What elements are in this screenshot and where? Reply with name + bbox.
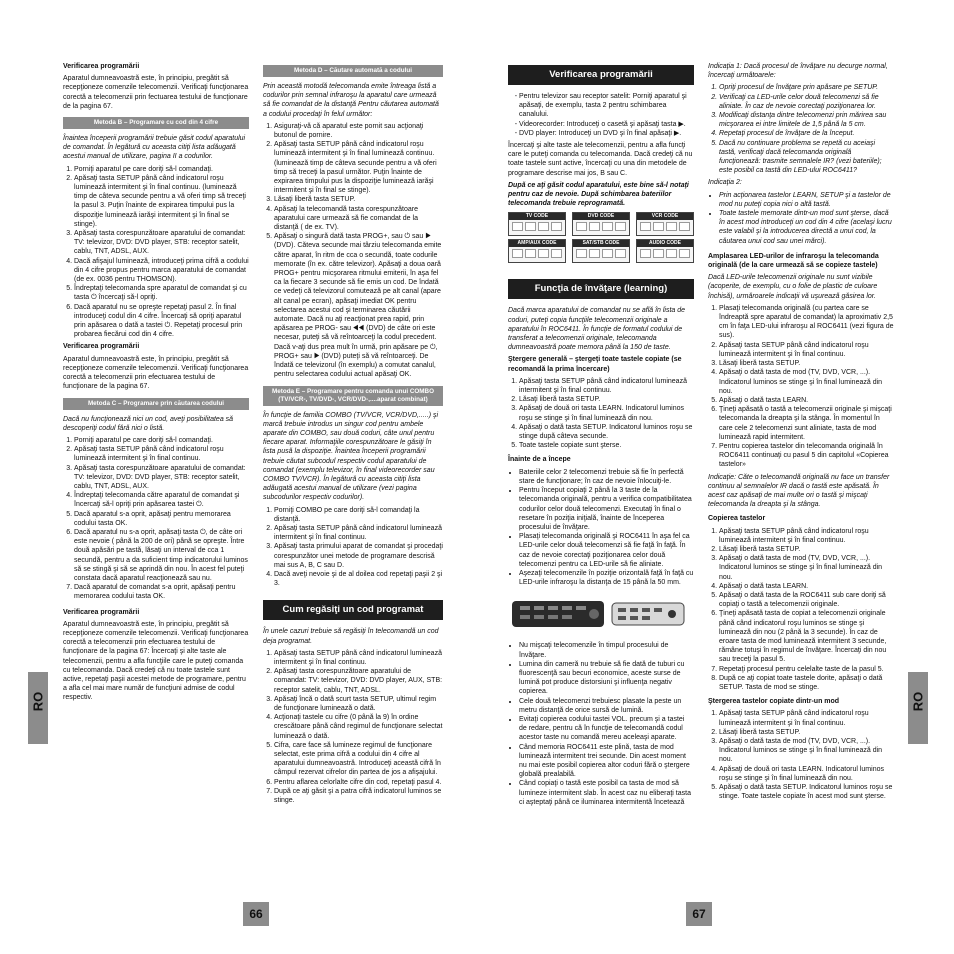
remote-illustration — [508, 593, 694, 635]
remotes-facing-icon — [508, 593, 688, 635]
list-item: 6. Pentru aflarea celorlalte cifre din cod, repetaţi pasul 4. — [274, 778, 443, 787]
list-item: • Plasaţi telecomanda originală şi ROC6411 în aşa fel ca LED-urile celor două telecomenzi să fie faţă în faţă. În caz de nevoie corectaţi poziţionarea celor două telecomenzi pentru ca LED-urile să fie aliniate. — [519, 532, 694, 569]
list-item: 5. Apăsaţi o dată tasta SETUP. Indicatorul luminos roşu se stinge. Toate tastele copiate în acest mod sunt şterse. — [719, 783, 894, 801]
section-band: Funcţia de învăţare (learning) — [508, 279, 694, 299]
list-item: 2. Lăsaţi liberă tasta SETUP. — [519, 395, 694, 404]
code-box — [636, 212, 694, 236]
list-item: 6. Dacă aparatul nu se opreşte repetaţi pasul 2. În final introduceţi codul din 4 cifre. Încercaţi să opriţi aparatul prin apăsarea o dată a tastei ⏻. Repetaţi procesul prin probarea fiecărui cod din 4 cifre. — [74, 303, 249, 340]
paragraph: Indicaţia 1: Dacă procesul de învăţare nu decurge normal, încercaţi următoarele: — [708, 63, 888, 80]
code-box — [572, 239, 630, 263]
code-label: VCR CODE — [637, 213, 693, 220]
page-number-left: 66 — [243, 902, 269, 926]
list-item: 4. Apăsaţi o dată tasta LEARN. — [719, 582, 894, 591]
column-3 — [508, 65, 694, 810]
list-item: 6. Ţineţi apăsată tasta de copiat a telecomenzii originale până când indicatorul roşu luminos se stinge şi luminează din nou (2 până la 3 secunde). În caz de eroare tasta de mod luminează intermitent 3 secunde, rămâne totuşi în regimul de învăţare. Încercaţi din nou sau treceţi la pasul 5. — [719, 609, 894, 664]
steps-list — [508, 377, 694, 451]
bullet-list — [508, 641, 694, 807]
list-item: 4. Repetaţi procesul de învăţare de la început. — [719, 129, 894, 138]
code-label: DVD CODE — [573, 213, 629, 220]
list-item: • Pentru început copiaţi 2 până la 3 taste de la telecomanda originală, pentru a verifica compatibilitatea codurilor celor două telecomenzi. Executaţi în final o resetare în poziţia iniţială, înainte de începerea procesului de învăţare. — [519, 486, 694, 532]
page-number-right: 67 — [686, 902, 712, 926]
code-box — [508, 212, 566, 236]
list-item: 3. Apăsaţi tasta corespunzătoare aparatului de comandat: TV: televizor, DVD: DVD player, STB: receptor satelit, cablu, TNT, ADSL, AUX. — [74, 229, 249, 257]
list-item: 2. Apăsaţi tasta SETUP până când indicatorul roşu luminează intermitent şi în final luminează continuu. (luminează timp de câteva secunde pentru a vă oferi timp să treceţi la pasul următor. Puţin înainte de expirarea timpului pus la dispoziţie luminează iarăşi intermitent şi în final se stinge). — [274, 140, 443, 195]
steps-list — [708, 83, 894, 175]
list-item: 1. Plasaţi telecomanda originală (cu partea care se îndreaptă spre aparatul de comandat) la aproximativ 2,5 cm în faţa LED-ului infraroşu al ROC6411 (vezi figura de sus). — [719, 304, 894, 341]
paragraph: Aparatul dumneavoastră este, în principiu, pregătit să recepţioneze comenzile telecomenzii. Verificaţi funcţionarea corectă a telecomenzii prin efectuarea testului de funcţionare de la pagina 67: Încercaţi şi alte taste ale telecomenzii, pentru a afla funcţiile care le puteţi comanda cu telecomanda. Dacă credeţi că nu toate tastele sunt active, repetaţi paşii acestei metode de programare, pentru a afla cel mai mare număr de funcţiuni admise de codul respectiv. — [63, 620, 249, 702]
paragraph: Dacă LED-urile telecomenzii originale nu sunt vizibile (acoperite, de exemplu, cu o folie de plastic de culoare închisă), urmăroarele indicaţii vă uşurează găsirea lor. — [708, 274, 878, 300]
steps-list — [508, 92, 694, 138]
code-label: TV CODE — [509, 213, 565, 220]
language-tab-label: RO — [30, 691, 46, 712]
list-item: • Cele două telecomenzi trebuiesc plasate la peste un metru distanţă de orice sursă de lumină. — [519, 697, 694, 715]
section-title: Verificarea programării — [63, 343, 140, 351]
list-item: 2. Apăsaţi tasta corespunzătoare aparatului de comandat: TV: televizor, DVD: DVD player, AUX, STB: receptor satelit, cablu, TNT, ADSL. — [274, 667, 443, 695]
column-1 — [63, 62, 249, 706]
list-item: 3. Apăsaţi o dată tasta de mod (TV, DVD, VCR, ...). Indicatorul luminos se stinge şi în final luminează din nou. — [719, 737, 894, 765]
note: Indicaţie: Căte o telecomandă originală nu face un transfer continuu al semnalelor IR dacă o tastă este apăsată. În acest caz apăsaţi de mai multe ori o tastă şi mişcaţi telecomanda la dreapta şi la stânga. — [708, 473, 890, 509]
list-item: 4. Îndreptaţi telecomanda către aparatul de comandat şi încercaţi să-l opriţi prin apăsarea tastei ⏻. — [74, 491, 249, 509]
paragraph: Aparatul dumneavoastră este, în principiu, pregătit să recepţioneze comenzile telecomenzii. Verificaţi funcţionarea corectă a telecomenzii prin efectuarea testului de funcţionare de la pagina 67. — [63, 355, 249, 391]
bullet-list — [508, 468, 694, 588]
paragraph: Înaintea începerii programării trebuie găsit codul aparatului de comandat. În legătură cu aceasta citiţi lista adăugată acestui manual de utilizare, pagina II a codurilor. — [63, 135, 246, 161]
list-item: 4. Acţionaţi tastele cu cifre (0 până la 9) în ordine crescătoare până când regimul de funcţionare selectat luminează o dată. — [274, 713, 443, 741]
list-item: 1. Porniţi COMBO pe care doriţi să-l comandaţi la distanţă. — [274, 506, 443, 524]
list-item: 2. Verificaţi ca LED-urile celor două telecomenzi să fie aliniate. În caz de nevoie corectaţi poziţionarea lor. — [719, 93, 894, 111]
list-item: 8. După ce aţi copiat toate tastele dorite, apăsaţi o dată SETUP. Tasta de mod se stinge. — [719, 674, 894, 692]
list-item: • Lumina din cameră nu trebuie să fie dată de tuburi cu fluorescenţă sau becuri economice, aceste surse de lumină pot produce distorsiuni şi influenţa negativ copierea. — [519, 660, 694, 697]
code-label: AUDIO CODE — [637, 240, 693, 247]
list-item: - Pentru televizor sau receptor satelit: Porniţi aparatul şi apăsaţi, de exemplu, tasta 2 pentru schimbarea canalului. — [519, 92, 694, 120]
column-4 — [708, 62, 894, 804]
list-item: 3. Apăsaţi tasta primului aparat de comandat şi procedaţi corespunzător unei metode de programare descrisă mai sus A, B, C sau D. — [274, 542, 443, 570]
list-item: • Când memoria ROC6411 este plină, tasta de mod luminează intermitent trei secunde. Din acest moment nu mai este posibil copierea altor coduri fără o ştergere globală prealabilă. — [519, 743, 694, 780]
section-band: Verificarea programării — [508, 65, 694, 85]
section-title: Verificarea programării — [63, 63, 140, 70]
list-item: 3. Apăsaţi tasta corespunzătoare aparatului de comandat: TV: televizor, DVD: DVD player, STB: receptor satelit, cablu, TNT, ADSL, AUX. — [74, 464, 249, 492]
list-item: 1. Opriţi procesul de învăţare prin apăsare pe SETUP. — [719, 83, 894, 92]
list-item: 2. Lăsaţi liberă tasta SETUP. — [719, 545, 894, 554]
list-item: 5. Dacă nu continuare problema se repetă cu aceiaşi tastă, verificaţi dacă telecomanda originală funcţionează: trasmite semnalele IR? (vezi bateriile); este posibil ca tastă din LED-ului ROC6411? — [719, 139, 894, 176]
list-item: 2. Apăsaţi tasta SETUP până când indicatorul roşu luminează intermitent şi în final continuu. (luminează timp de câteva secunde pentru a vă oferi timp să treceţi la pasul 3. Puţin înainte de expirarea timpului pus la dispoziţie luminează iarăşi intermitent şi în final se stinge). — [74, 174, 249, 229]
list-item: 5. Cifra, care face să lumineze regimul de funcţionare selectat, este prima cifră a codului din 4 cifre al aparatului dumneavoastră. Introduceţi această cifră în câmpul rezervat cifrelor din partea de jos a afişajului. — [274, 741, 443, 778]
list-item: 4. Apăsaţi de două ori tasta LEARN. Indicatorul luminos roşu se stinge şi în final luminează din nou. — [719, 765, 894, 783]
paragraph: Indicaţia 2: — [708, 179, 742, 187]
paragraph: În unele cazuri trebuie să regăsiţi în telecomandă un cod deja programat. — [263, 628, 439, 645]
list-item: 4. Dacă afişajul luminează, introduceţi prima cifră a codului din 4 cifre propus pentru marca aparatului de comandat (de ex. 0036 pentru THOMSON). — [74, 257, 249, 285]
section-band: Metoda E – Programare pentru comanda unui COMBO (TV/VCR-, TV/DVD-, VCR/DVD-,....aparat combinat) — [263, 386, 443, 406]
section-title: Ştergere generală – ştergeţi toate tastele copiate (se recomandă la prima încercare) — [508, 356, 682, 373]
list-item: 5. Apăsaţi o dată tasta de la ROC6411 sub care doriţi să copiaţi o tastă a telecomenzii originale. — [719, 591, 894, 609]
paragraph: Dacă marca aparatului de comandat nu se află în lista de coduri, puteţi copia funcţiile telecomenzii originale a aparatului în ROC6411. În funcţie de formatul codului de transferat a telecomenzii originale, telecomanda dumneavoastră poate memora până la 150 de taste. — [508, 307, 686, 352]
list-item: 1. Porniţi aparatul pe care doriţi să-l comandaţi. — [74, 165, 249, 174]
list-item: 3. Apăsaţi o dată tasta de mod (TV, DVD, VCR, ...). Indicatorul luminos se stinge şi în final luminează din nou. — [719, 554, 894, 582]
list-item: • Aşezaţi telecomenzile în poziţie orizontală faţă în faţă cu LED-urile infraroşu la distanţa de 15 până la 50 mm. — [519, 569, 694, 587]
list-item: • Bateriile celor 2 telecomenzi trebuie să fie în perfectă stare de funcţionare; în caz de nevoie înlocuiţi-le. — [519, 468, 694, 486]
section-band: Metoda B – Programare cu cod din 4 cifre — [63, 117, 249, 129]
list-item: 3. Lăsaţi liberă tasta SETUP. — [719, 359, 894, 368]
section-title: Copierea tastelor — [708, 515, 766, 523]
paragraph: În funcţie de familia COMBO (TV/VCR, VCR/DVD,.....) şi marcă trebuie introdus un singur cod pentru ambele aparate din COMBO, sau două coduri, câte unul pentru fiecare aparat. Informaţiile corespunzătoare le găsiţi în lista pusă la dispoziţie. Înaintea începerii programării trebuie căutat subcodul respectiv codul aparatului de comandat (exemplu televizor, în final videorecorder sau COMBO TV/VCR). În legătură cu aceasta citiţi lista adăugată acestui manual de utilizare (vezi pagina subcodurilor respectiv codurilor). — [263, 411, 439, 502]
list-item: 2. Apăsaţi tasta SETUP până când indicatorul roşu luminează intermitent şi în final continuu. — [74, 445, 249, 463]
list-item: 5. Îndreptaţi telecomanda spre aparatul de comandat şi cu tasta ⏻ încercaţi să-l opriţi. — [74, 284, 249, 302]
note: După ce aţi găsit codul aparatului, este bine să-l notaţi pentru caz de nevoie. După schimbarea bateriilor telecomanda trebuie reprogramată. — [508, 181, 689, 208]
list-item: • Evitaţi copierea codului tastei VOL. precum şi a tastei de redare, pentru că în funcţie de telecomandă codul acestor taste nu comandă mereu aceleaşi aparate. — [519, 715, 694, 743]
language-tab-label: RO — [910, 691, 926, 712]
language-tab-right — [908, 672, 928, 744]
list-item: 6. Ţineţi apăsată o tastă a telecomenzii originale şi mişcaţi telecomanda la dreapta şi la stânga. În momentul în care cele 2 telecomenzi sunt aliniate, tasta de mod luminează rapid intermitent. — [719, 405, 894, 442]
section-band: Cum regăsiţi un cod programat — [263, 600, 443, 620]
paragraph: Prin această motodă telecomanda emite întreaga listă a codurilor prin semnal infraroşu la aparatul care urmează să fie comandat de la distanţă Pentru căutarea automată a codului procedaţi în felul următor: — [263, 83, 439, 118]
list-item: - Videorecorder: Introduceţi o casetă şi apăsaţi tasta ▶. — [519, 120, 694, 129]
steps-list — [263, 122, 443, 380]
list-item: • Când copiaţi o tastă este posibil ca tasta de mod să lumineze intermitent slab. În acest caz nu eliberaţi tasta ci aşteptaţi până ce iluminarea intermitentă încetează — [519, 779, 694, 807]
column-2 — [263, 65, 443, 808]
section-title: Ştergerea tastelor copiate dintr-un mod — [708, 698, 840, 706]
code-label: SAT/STB CODE — [573, 240, 629, 247]
list-item: 1. Apăsaţi tasta SETUP până când indicatorul roşu luminează intermitent şi în final continuu. — [719, 709, 894, 727]
language-tab-left — [28, 672, 48, 744]
list-item: 4. Apăsaţi o dată tasta SETUP. Indicatorul luminos roşu se stinge după câteva secunde. — [519, 423, 694, 441]
code-box — [636, 239, 694, 263]
list-item: 5. Apăsaţi o singură dată tasta PROG+, sau ⏻ sau ▶ (DVD). Căteva secunde mai târziu telecomanda emite către aparat, în ritm de cca o secundă, toate codurile memorate (în ex. către televizor). Apăsaţi a doua oară PROG+ pentru micşorarea ritmului emiterii, în aşa fel ca la fiecare 3 secunde să fie emis un cod. De îndată ce vedeţi că televizorul comutează pe alt canal (apare alt canal pe ecran), apăsaţi imediat OK pentru selectarea acestui cod şi terminarea căutării automate. Dacă nu aţi reacţionat prea rapid, prin apăsarea pe PROG- sau ◀◀ (DVD) de câte ori este necesar, puteţi să vă reîntoarceţi la codul precedent. Dacă v-aţi dus prea mult în urmă, prin apăsare pe ⏻, PROG+ sau ▶ (DVD) puteţi să vă reîntoarceţi. De îndată ce televizorul (în exemplu) a comutat canalul, pentru selectarea codului actual apăsaţi OK. — [274, 232, 443, 379]
list-item: 3. Modificaţi distanţa dintre telecomenzi prin mărirea sau micşorarea ei intre limitele de 1,5 până la 5 cm. — [719, 111, 894, 129]
list-item: • Toate tastele memorate dintr-un mod sunt şterse, dacă în acest mod introduceţi un cod din 4 cifre (acelaşi lucru este valabil şi la introducerea directă a unui cod, la căutarea unui cod sau unei mărci). — [719, 209, 894, 246]
list-item: 5. Dacă aparatul s-a oprit, apăsaţi pentru memorarea codului tasta OK. — [74, 510, 249, 528]
list-item: 4. Apăsaţi la telecomandă tasta corespunzătoare aparatului care urmează să fie comandat de la distanţă ( de ex. TV). — [274, 205, 443, 233]
list-item: 1. Apăsaţi tasta SETUP până când indicatorul roşu luminează intermitent şi în final continuu. — [719, 527, 894, 545]
list-item: 3. Apăsaţi de două ori tasta LEARN. Indicatorul luminos roşu se stinge şi în final luminează din nou. — [519, 404, 694, 422]
list-item: 7. Dacă aparatul de comandat s-a oprit, apăsaţi pentru memorarea codului tasta OK. — [74, 583, 249, 601]
paragraph: Dacă nu funcţionează nici un cod, aveţi posibilitatea să descoperiţi codul fără nici o listă. — [63, 415, 234, 432]
paragraph: Încercaţi şi alte taste ale telecomenzii, pentru a afla funcţi care le puteţi comanda cu telecomanda. Dacă credeţi că nu toate tastele sunt active, încercaţi cu una din metodele de programare descrise mai jos, B sau C. — [508, 142, 693, 177]
list-item: - DVD player: Introduceţi un DVD şi în final apăsaţi ▶. — [519, 129, 694, 138]
list-item: 2. Apăsaţi tasta SETUP până când indicatorul luminează intermitent şi în final continuu. — [274, 524, 443, 542]
steps-list — [63, 436, 249, 602]
list-item: 3. Lăsaţi liberă tasta SETUP. — [274, 195, 443, 204]
list-item: 6. Dacă aparatul nu s-a oprit, apăsaţi tasta ⏻, de câte ori este nevoie ( până la 200 de ori) până se opreşte. Între două apăsări pe tastă, lăsaţi un interval de cca 1 secundă, pentru a da suficient timp indicatorului luminos să se stingă şi să se aprindă din nou. În acest fel puteţi constata dacă aparatul reacţionează sau nu. — [74, 528, 249, 583]
list-item: 1. Porniţi aparatul pe care doriţi să-l comandaţi. — [74, 436, 249, 445]
section-band: Metoda D – Căutare automată a codului — [263, 65, 443, 77]
code-boxes — [508, 212, 694, 263]
steps-list — [63, 165, 249, 340]
section-title: Verificarea programării — [63, 608, 140, 616]
list-item: 7. Pentru copierea tastelor din telecomanda originală în ROC6411 continuaţi cu pasul 5 din capitolul «Copierea tastelor» — [719, 442, 894, 470]
list-item: 5. Toate tastele copiate sunt şterse. — [519, 441, 694, 450]
list-item: • Nu mişcaţi telecomenzile în timpul procesului de învăţare. — [519, 641, 694, 659]
steps-list — [263, 506, 443, 589]
list-item: 4. Dacă aveţi nevoie şi de al doilea cod repetaţi paşii 2 şi 3. — [274, 570, 443, 588]
list-item: • Prin acţionarea tastelor LEARN, SETUP şi a tastelor de mod nu puteţi copia nici o altă tastă. — [719, 191, 894, 209]
list-item: 4. Apăsaţi o dată tasta de mod (TV, DVD, VCR, ...). Indicatorul luminos se stinge şi în final luminează din nou. — [719, 368, 894, 396]
section-title: Înainte de a începe — [508, 456, 571, 464]
list-item: 2. Apăsaţi tasta SETUP până când indicatorul roşu luminează intermitent şi în final continuu. — [719, 341, 894, 359]
paragraph: Aparatul dumneavoastră este, în principiu, pregătit să recepţioneze comenzile telecomenzii. Verificaţi funcţionarea corectă a telecomenzii prin fectuarea testului de funcţionare de la pagina 67. — [63, 75, 249, 110]
list-item: 1. Apăsaţi tasta SETUP până când indicatorul luminează intermitent şi în final continuu. — [519, 377, 694, 395]
bullet-list — [708, 191, 894, 246]
steps-list — [708, 709, 894, 801]
section-title: Amplasarea LED-urilor de infraroşu la telecomanda originală (de la care urmează să se copieze tastele) — [708, 252, 879, 270]
list-item: 7. Repetaţi procesul pentru celelalte taste de la pasul 5. — [719, 665, 894, 674]
steps-list — [708, 527, 894, 693]
list-item: 1. Apăsaţi tasta SETUP până când indicatorul luminează intermitent şi în final continuu. — [274, 649, 443, 667]
section-band: Metoda C – Programare prin căutarea codului — [63, 398, 249, 410]
list-item: 2. Lăsaţi liberă tasta SETUP. — [719, 728, 894, 737]
steps-list — [263, 649, 443, 805]
list-item: 3. Apăsaţi încă o dată scurt tasta SETUP, ultimul regim de funcţionare luminează o dată. — [274, 695, 443, 713]
code-box — [572, 212, 630, 236]
list-item: 5. Apăsaţi o dată tasta LEARN. — [719, 396, 894, 405]
list-item: 1. Asiguraţi-vă că aparatul este pornit sau acţionaţi butonul de pornire. — [274, 122, 443, 140]
code-box — [508, 239, 566, 263]
code-label: AMP/AUX CODE — [509, 240, 565, 247]
list-item: 7. După ce aţi găsit şi a patra cifră indicatorul luminos se stinge. — [274, 787, 443, 805]
steps-list — [708, 304, 894, 470]
